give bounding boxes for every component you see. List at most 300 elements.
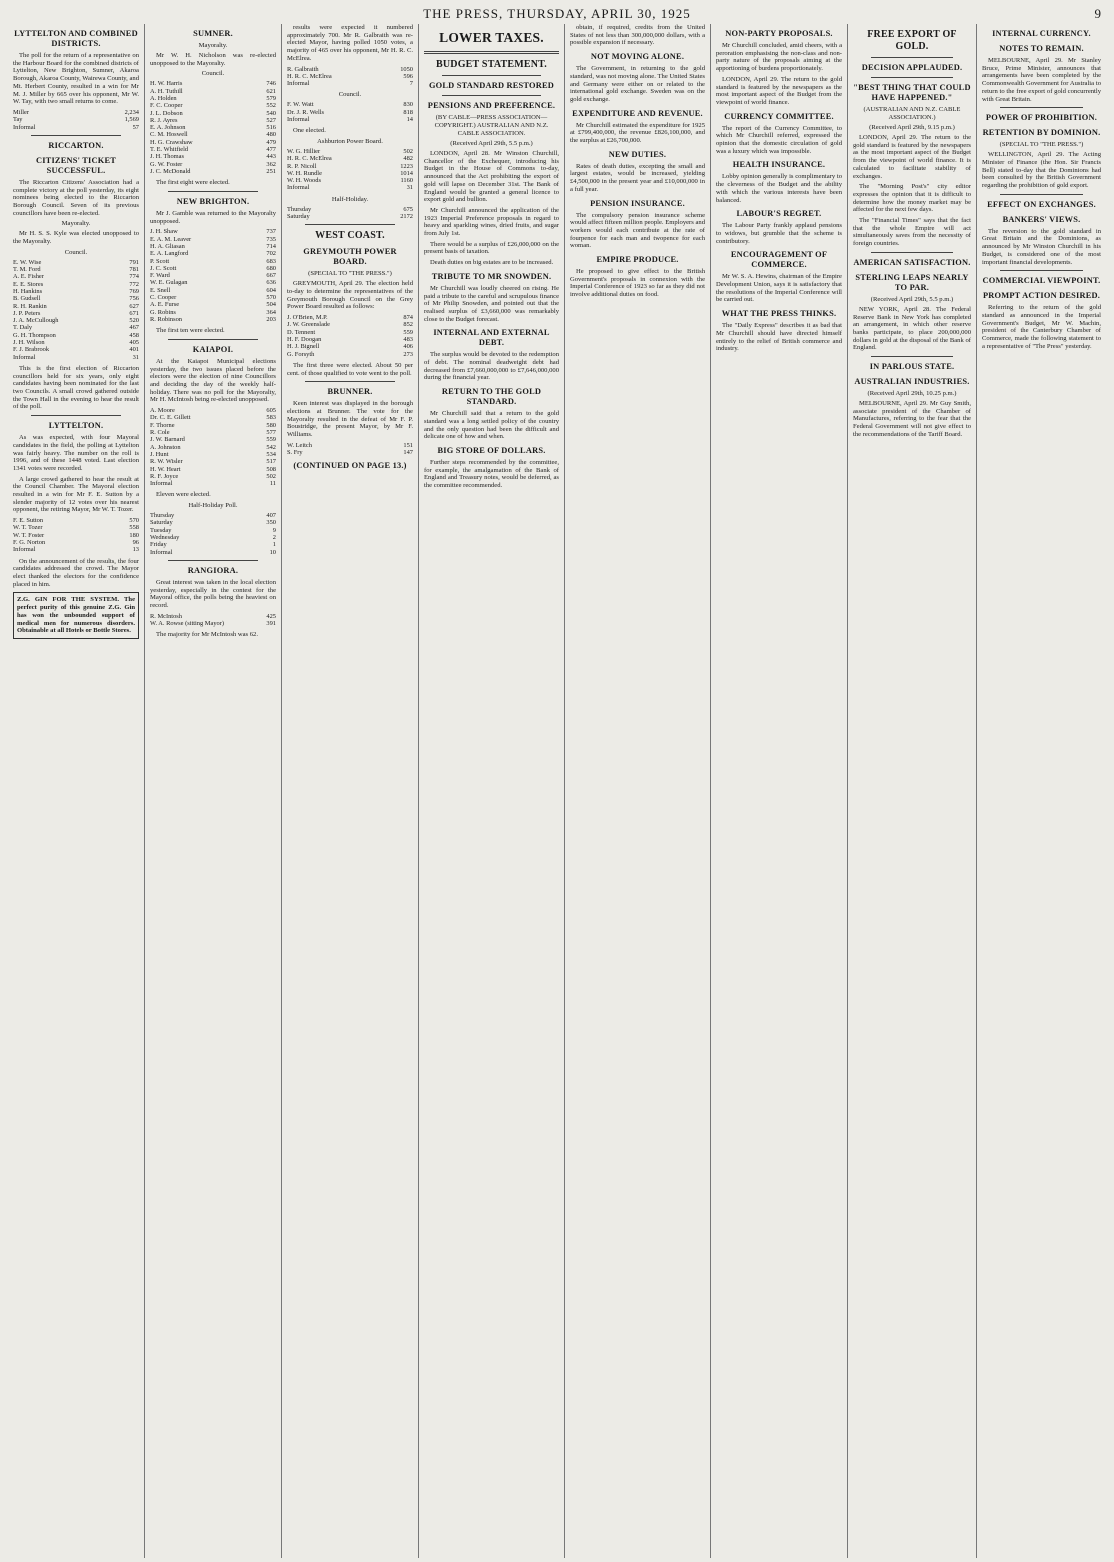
vote-count: 2 [272, 534, 276, 542]
vote-count: 552 [266, 102, 276, 110]
table-row [150, 458, 276, 465]
advertisement: Z.G. GIN FOR THE SYSTEM. The perfect purity of this genuine Z.G. Gin has won the unbounded support of medical men for numerous disorders. Obtainable at all Hotels or Bottle Stores. [13, 592, 139, 639]
subheading: BIG STORE OF DOLLARS. [437, 445, 546, 455]
candidate-name: W. Leitch [287, 441, 312, 449]
vote-count: 636 [266, 279, 276, 287]
vote-count: 2172 [400, 213, 413, 221]
para: The "Financial Times" says that the fact that the whole Empire will act simultaneously saves from the necessity of foreign countries. [853, 217, 971, 248]
vote-count: 516 [266, 124, 276, 132]
vote-count: 406 [403, 343, 413, 351]
results-table [150, 512, 276, 556]
vote-count: 96 [132, 539, 139, 547]
vote-count: 621 [266, 87, 276, 95]
candidate-name: Informal [13, 353, 36, 361]
para: As was expected, with four Mayoral candidates in the field, the polling at Lyttelton was fairly heavy. The number on the roll is 1996, and of these 1448 voted. Last election 1341 votes were recorded. [13, 434, 139, 472]
candidate-name: Thursday [150, 512, 175, 520]
table-row [150, 414, 276, 421]
table-row [150, 480, 276, 487]
candidate-name: C. M. Hoswell [150, 131, 188, 139]
table-row [150, 161, 276, 168]
vote-count: 508 [266, 465, 276, 473]
table-row [150, 407, 276, 414]
candidate-name: R. P. Nicoll [287, 162, 317, 170]
para: Mr H. S. S. Kyle was elected unopposed to the Mayoralty. [13, 230, 139, 246]
divider [871, 356, 953, 357]
para: Mr Churchill announced the application of the 1923 Imperial Preference proposals in regard to heavy and sparkling wines, dried fruits, and sugar from July 1st. [424, 206, 559, 238]
table-row [287, 343, 413, 350]
vote-count: 579 [266, 95, 276, 102]
heading-lyttelton-combined: LYTTELTON AND COMBINED DISTRICTS. [14, 29, 138, 48]
para: Referring to the return of the gold standard as announced in the Imperial Government's Budget, Mr W. Machin, president of the Canterbury Chamber of Commerce, made the following statement to a representative of "The Press" yesterday. [982, 304, 1101, 350]
table-row [13, 109, 139, 116]
candidate-name: J. L. Dobson [150, 109, 183, 117]
heading-citizens-ticket: CITIZENS' TICKET SUCCESSFUL. [35, 155, 117, 175]
para: The surplus would be devoted to the redemption of debt. The nominal deadweight debt had decreased from £7,660,000,000 to £7,646,000,000 during the financial year. [424, 351, 559, 382]
heading-greymouth: GREYMOUTH POWER BOARD. [303, 247, 397, 267]
vote-count: 480 [266, 131, 276, 139]
para: LONDON, April 29. The return to the gold standard is featured by the newspapers as the most important aspect of the Budget from the viewpoint of world finance. It is calculated to facilitate stability of exchanges. [853, 134, 971, 180]
vote-count: 791 [129, 258, 139, 266]
para: NEW YORK, April 28. The Federal Reserve Bank in New York has completed an arrangement, in which other reserve banks participate, to place 200,000,000 dollars in gold at the disposal of the Bank of England. [853, 305, 971, 352]
table-row [287, 101, 413, 108]
subhead: Ashburton Power Board. [317, 138, 383, 145]
table-row [150, 131, 276, 138]
vote-count: 772 [129, 280, 139, 288]
table-row [287, 336, 413, 343]
vote-count: 774 [129, 273, 139, 281]
table-row [13, 310, 139, 317]
candidate-name: R. Robinson [150, 315, 182, 323]
vote-count: 580 [266, 421, 276, 429]
vote-count: 1014 [400, 169, 413, 177]
table-row [13, 303, 139, 310]
candidate-name: R. J. Ayres [150, 116, 178, 124]
subheading: CURRENCY COMMITTEE. [724, 111, 834, 121]
vote-count: 203 [266, 315, 276, 323]
para: Mr Churchill concluded, amid cheers, with a peroration emphasising the non-class and non-party nature of the proposals aiming at the apportioning of burdens proportionately. [716, 42, 842, 73]
para: Further steps recommended by the committee, for example, the amalgamation of the Bank of England and Treasury notes, would be deferred, as the committee recommended. [424, 458, 559, 490]
divider [442, 95, 541, 96]
heading-lyttelton: LYTTELTON. [48, 421, 104, 431]
table-row [287, 206, 413, 213]
candidate-name: Tuesday [150, 526, 172, 534]
vote-count: 583 [266, 414, 276, 422]
table-row [287, 109, 413, 116]
para: Rates of death duties, excepting the small and largest estates, would be increased, yielding £4,500,000 in the present year and £10,000,000 in a full year. [570, 162, 705, 193]
para: Mr W. H. Nicholson was re-elected unopposed to the Mayoralty. [150, 52, 276, 67]
divider [1000, 270, 1083, 271]
vote-count: 14 [406, 116, 413, 123]
candidate-name: J. H. Thomas [150, 153, 184, 161]
candidate-name: G. H. Thompson [13, 331, 56, 339]
candidate-name: C. Cooper [150, 294, 177, 302]
subhead: Half-Holiday. [331, 195, 369, 203]
heading-power-of-prohibition: POWER OF PROHIBITION. [985, 113, 1098, 123]
candidate-name: W. H. Woods [287, 177, 321, 185]
para: There would be a surplus of £26,000,000 on the present basis of taxation. [424, 240, 559, 256]
candidate-name: Miller [13, 108, 29, 116]
table-row [13, 288, 139, 295]
candidate-name: J. H. Shaw [150, 228, 178, 236]
para: The first eight were elected. [156, 179, 230, 187]
vote-count: 443 [266, 153, 276, 161]
table-row [13, 259, 139, 266]
vote-count: 483 [403, 336, 413, 344]
table-row [150, 124, 276, 131]
results-table [287, 101, 413, 123]
vote-count: 558 [129, 524, 139, 532]
candidate-name: A. E. Furse [150, 301, 180, 309]
para: One elected. [293, 127, 326, 135]
heading-lower-taxes: LOWER TAXES. [439, 30, 544, 45]
divider [305, 381, 395, 382]
vote-count: 781 [129, 266, 139, 274]
vote-count: 364 [266, 308, 276, 316]
dateline: (AUSTRALIAN AND N.Z. CABLE ASSOCIATION.) [863, 106, 961, 121]
table-row [150, 258, 276, 265]
table-row [150, 549, 276, 556]
subheading: INTERNAL AND EXTERNAL DEBT. [433, 328, 550, 348]
para: Death duties on big estates are to be increased. [430, 259, 554, 267]
table-row [13, 354, 139, 361]
candidate-name: Informal [150, 480, 173, 488]
table-row [13, 116, 139, 123]
table-row [287, 163, 413, 170]
table-row [13, 524, 139, 531]
table-row [150, 139, 276, 146]
vote-count: 683 [266, 257, 276, 265]
candidate-name: R. Cole [150, 429, 170, 437]
subheading: ENCOURAGEMENT OF COMMERCE. [730, 250, 828, 270]
table-row [150, 541, 276, 548]
heading-west-coast: WEST COAST. [315, 230, 385, 242]
candidate-name: Informal [287, 80, 310, 88]
heading-australian-industries: AUSTRALIAN INDUSTRIES. [854, 377, 970, 387]
table-row [13, 124, 139, 131]
candidate-name: R. McIntosh [150, 612, 182, 620]
subheading: LABOUR'S REGRET. [736, 209, 822, 219]
vote-count: 2,234 [124, 108, 139, 116]
candidate-name: F. Thorne [150, 421, 175, 429]
para: Eleven were elected. [156, 491, 211, 499]
table-row [150, 466, 276, 473]
heading-parlous-state: IN PARLOUS STATE. [869, 362, 955, 372]
candidate-name: H. J. Bignell [287, 343, 320, 351]
subheading: EXPENDITURE AND REVENUE. [572, 108, 703, 118]
para: Mr J. Gamble was returned to the Mayoralty unopposed. [150, 209, 276, 225]
table-row [150, 473, 276, 480]
heading-gold-standard: GOLD STANDARD RESTORED [428, 81, 555, 90]
vote-count: 13 [132, 546, 139, 554]
table-row [287, 80, 413, 87]
candidate-name: Friday [150, 541, 167, 549]
table-row [150, 309, 276, 316]
para: Keen interest was displayed in the borough elections at Brunner. The vote for the Mayoralty resulted in the defeat of Mr F. P. Boustridge, the present Mayor, by Mr F. Williams. [287, 400, 413, 439]
table-row [150, 620, 276, 627]
para: The first ten were elected. [156, 327, 225, 335]
vote-count: 680 [266, 264, 276, 272]
table-row [150, 168, 276, 175]
table-row [150, 436, 276, 443]
vote-count: 540 [266, 109, 276, 117]
vote-count: 737 [266, 228, 276, 236]
results-table [13, 517, 139, 553]
heading-sumner: SUMNER. [193, 29, 233, 38]
table-row [150, 236, 276, 243]
masthead-title: THE PRESS, THURSDAY, APRIL 30, 1925 [423, 6, 691, 21]
table-row [13, 273, 139, 280]
candidate-name: H. W. Heart [150, 465, 181, 473]
candidate-name: F. E. Sutton [13, 517, 44, 525]
heading-pensions: PENSIONS AND PREFERENCE. [427, 101, 556, 110]
results-table [13, 259, 139, 361]
vote-count: 251 [266, 167, 276, 175]
candidate-name: R. H. Rankin [13, 302, 47, 310]
vote-count: 559 [266, 436, 276, 444]
vote-count: 180 [129, 531, 139, 539]
vote-count: 479 [266, 138, 276, 146]
candidate-name: Informal [287, 184, 310, 192]
candidate-name: A. H. Tuthill [150, 87, 183, 95]
vote-count: 350 [266, 519, 276, 527]
vote-count: 605 [266, 407, 276, 415]
vote-count: 596 [403, 72, 413, 80]
candidate-name: B. Gudsell [13, 295, 41, 303]
para: results were expected it numbered approximately 700. Mr R. Galbraith was re-elected Mayor, having polled 1050 votes, a majority of 465 over his opponent, Mr H. R. C. McElrea. [287, 24, 413, 62]
para: He proposed to give effect to the British Government's proposals in connexion with the Imperial Conference of 1923 so far as they did not involve additional duties on food. [570, 268, 705, 299]
table-row [150, 287, 276, 294]
heading-best-thing: "BEST THING THAT COULD HAVE HAPPENED." [853, 83, 971, 102]
results-table [150, 407, 276, 487]
table-row [150, 95, 276, 102]
divider [168, 191, 258, 192]
vote-count: 10 [269, 548, 276, 556]
candidate-name: D. Tennent [287, 328, 316, 336]
subheading: NON-PARTY PROPOSALS. [725, 29, 833, 38]
table-row [150, 102, 276, 109]
table-row [13, 317, 139, 324]
heading-commercial-viewpoint: COMMERCIAL VIEWPOINT. [982, 276, 1101, 286]
vote-count: 534 [266, 450, 276, 458]
candidate-name: H. G. Crawshaw [150, 138, 193, 146]
subheading: TRIBUTE TO MR SNOWDEN. [431, 271, 552, 281]
vote-count: 714 [266, 242, 276, 250]
subheading: PENSION INSURANCE. [590, 198, 685, 208]
heading-new-brighton: NEW BRIGHTON. [176, 196, 250, 206]
candidate-name: W. A. Rowse (sitting Mayor) [150, 620, 224, 628]
divider [424, 51, 559, 54]
subhead: Mayoralty. [198, 42, 228, 49]
heading-prompt-action: PROMPT ACTION DESIRED. [982, 291, 1101, 301]
candidate-name: S. Fry [287, 449, 303, 457]
divider [1000, 107, 1083, 108]
vote-count: 520 [129, 317, 139, 325]
candidate-name: Dr. J. R. Wells [287, 108, 325, 116]
table-row [150, 451, 276, 458]
table-row [150, 153, 276, 160]
table-row [13, 281, 139, 288]
subhead: Mayoralty. [61, 220, 91, 228]
candidate-name: H. Hankins [13, 287, 43, 295]
candidate-name: G. Forsyth [287, 350, 315, 358]
dateline: (BY CABLE—PRESS ASSOCIATION—COPYRIGHT.) AUSTRALIAN AND N.Z. CABLE ASSOCIATION. [434, 114, 549, 137]
para: Mr Churchill estimated the expenditure for 1925 at £799,400,000, the revenue £826,100,000, and the surplus at £26,700,000. [570, 121, 705, 145]
table-row [287, 449, 413, 456]
candidate-name: J. A. McCullough [13, 317, 59, 325]
table-row [287, 177, 413, 184]
para: MELBOURNE, April 29. Mr Stanley Bruce, Prime Minister, announces that arrangements have been completed by the Commonwealth Government for Australia to return to the free export of gold concurrently with Great Britain. [982, 57, 1101, 103]
heading-free-export-gold: FREE EXPORT OF GOLD. [867, 29, 957, 52]
subheading: RETURN TO THE GOLD STANDARD. [441, 387, 542, 407]
candidate-name: E. E. Stores [13, 280, 44, 288]
para: The Riccarton Citizens' Association had a complete victory at the poll yesterday, its eight nominees being elected to the Riccarton Borough Council. Seven of its previous councillors have been re-elected. [13, 178, 139, 217]
heading-internal-currency: INTERNAL CURRENCY. [992, 29, 1091, 38]
vote-count: 559 [403, 328, 413, 336]
heading-decision-applauded: DECISION APPLAUDED. [861, 63, 963, 72]
candidate-name: E. A. M. Leaver [150, 235, 192, 243]
vote-count: 31 [406, 184, 413, 192]
vote-count: 482 [403, 155, 413, 163]
candidate-name: W. E. Gulagan [150, 279, 188, 287]
vote-count: 874 [403, 314, 413, 322]
vote-count: 405 [129, 339, 139, 346]
candidate-name: A. Moore [150, 407, 175, 415]
table-row [287, 321, 413, 328]
table-row [287, 184, 413, 191]
vote-count: 362 [266, 160, 276, 168]
vote-count: 467 [129, 324, 139, 332]
candidate-name: F. C. Cooper [150, 102, 183, 110]
columns [8, 24, 1106, 1558]
para: obtain, if required, credits from the United States of not less than 300,000,000 dollars, with a possible expansion if necessary. [570, 24, 705, 47]
candidate-name: Informal [13, 123, 36, 131]
vote-count: 702 [266, 250, 276, 258]
divider [871, 57, 953, 58]
candidate-name: J. C. McDonald [150, 167, 191, 175]
para: The majority for Mr McIntosh was 62. [156, 631, 259, 639]
candidate-name: E. A. Langford [150, 250, 189, 258]
candidate-name: J. H. Wilson [13, 339, 45, 346]
vote-count: 477 [266, 146, 276, 154]
para: LONDON, April 29. The return to the gold standard is featured by the newspapers as the most important aspect of the Budget from the viewpoint of world finance. [716, 75, 842, 106]
dateline: (SPECIAL TO "THE PRESS.") [308, 270, 392, 278]
results-table [13, 109, 139, 131]
table-row [150, 265, 276, 272]
para: The "Daily Express" describes it as bad that Mr Churchill should have directed himself entirely to the relief of British commerce and industry. [716, 322, 842, 353]
vote-count: 1,569 [124, 116, 139, 124]
vote-count: 671 [129, 309, 139, 317]
para: The "Morning Post's" city editor expresses the opinion that it is difficult to determine how the money market may be affected for the next few days. [853, 183, 971, 214]
para: A large crowd gathered to hear the result at the Council Chamber. The Mayoral election resulted in a win for Mr F. E. Sutton by a slender majority of 12 votes over his nearest opponent, the retiring Mayor, Mr W. T. Tozer. [13, 475, 139, 514]
table-row [13, 517, 139, 524]
vote-count: 11 [269, 480, 276, 488]
vote-count: 9 [272, 526, 276, 534]
heading-bankers-views: BANKERS' VIEWS. [1002, 214, 1081, 224]
table-row [150, 80, 276, 87]
table-row [150, 512, 276, 519]
column-2 [145, 24, 282, 1558]
vote-count: 627 [129, 302, 139, 310]
heading-brunner: BRUNNER. [327, 387, 373, 397]
table-row [287, 116, 413, 123]
candidate-name: W. T. Foster [13, 531, 45, 539]
table-row [287, 329, 413, 336]
candidate-name: J. C. Scott [150, 264, 177, 272]
vote-count: 746 [266, 80, 276, 88]
table-row [13, 266, 139, 273]
para: The report of the Currency Committee, to which Mr Churchill referred, expressed the opinion that the domestic circulation of gold was a luxury which was impossible. [716, 124, 842, 155]
para: The reversion to the gold standard in Great Britain and the Dominions, as announced by Mr Winston Churchill in his Budget, is considered one of the most important financial developments. [982, 227, 1101, 266]
results-table [287, 66, 413, 88]
dateline: (Received April 29th, 10.25 p.m.) [867, 390, 957, 398]
table-row [150, 429, 276, 436]
candidate-name: T. E. Whitfield [150, 146, 189, 154]
candidate-name: F. G. Norton [13, 539, 46, 547]
divider [168, 339, 258, 340]
para: Mr Churchill said that a return to the gold standard was a long settled policy of the country and the only question had been the difficult and delicate one of how and when. [424, 410, 559, 441]
candidate-name: R. Galbraith [287, 65, 319, 73]
table-row [287, 73, 413, 80]
dateline: (Received April 29th, 9.15 p.m.) [869, 124, 955, 131]
divider [305, 224, 395, 225]
candidate-name: A. Holden [150, 95, 177, 102]
dateline: (Received April 29th, 5.5 p.m.) [870, 295, 954, 303]
candidate-name: W. H. Rundle [287, 169, 322, 177]
table-row [150, 243, 276, 250]
table-row [150, 228, 276, 235]
para: On the announcement of the results, the four candidates addressed the crowd. The Mayor elect thanked the electors for the confidence placed in him. [13, 557, 139, 588]
table-row [13, 539, 139, 546]
subhead: Council. [338, 91, 362, 99]
results-table [287, 442, 413, 457]
divider [871, 252, 953, 253]
table-row [13, 324, 139, 331]
table-row [150, 88, 276, 95]
candidate-name: F. W. Watt [287, 101, 314, 109]
heading-rangiora: RANGIORA. [187, 565, 239, 575]
table-row [150, 534, 276, 541]
para: Mr Churchill was loudly cheered on rising. He paid a tribute to the careful and scrupulous finance of Mr Philip Snowden, and pointed out that the realised surplus of £3,660,000 was remarkably close to the Budget forecast. [424, 284, 559, 323]
candidate-name: Saturday [287, 213, 310, 221]
table-row [150, 117, 276, 124]
heading-budget-statement: BUDGET STATEMENT. [435, 59, 548, 70]
table-row [150, 294, 276, 301]
results-table [287, 148, 413, 192]
candidate-name: Informal [287, 116, 310, 123]
vote-count: 502 [266, 472, 276, 480]
column-1 [8, 24, 145, 1558]
table-row [13, 339, 139, 346]
column-6 [711, 24, 848, 1558]
para: This is the first election of Riccarton councillors held for six years, only eight candidates having been nominated for the last two Councils. A small crowd gathered outside the Town Hall in the evening to hear the result of the poll. [13, 364, 139, 411]
vote-count: 1 [272, 541, 276, 549]
heading-notes-to-remain: NOTES TO REMAIN. [999, 44, 1084, 53]
table-row [150, 110, 276, 117]
candidate-name: H. A. Gliasan [150, 242, 185, 250]
heading-effect-on-exchanges: EFFECT ON EXCHANGES. [987, 199, 1096, 209]
para: LONDON, April 28. Mr Winston Churchill, Chancellor of the Exchequer, introducing his Budget in the House of Commons to-day, announced that the Act prohibiting the export of gold will lapse on December 31st. The Bank of England would be granted a general licence to export gold and bullion. [424, 150, 559, 204]
vote-count: 667 [266, 272, 276, 280]
results-table [287, 206, 413, 221]
candidate-name: A. Johnston [150, 443, 181, 451]
vote-count: 391 [266, 620, 276, 628]
table-row [287, 213, 413, 220]
vote-count: 852 [403, 321, 413, 329]
candidate-name: Saturday [150, 519, 173, 527]
heading-kaiapoi: KAIAPOI. [192, 344, 234, 354]
table-row [150, 613, 276, 620]
table-row [150, 250, 276, 257]
